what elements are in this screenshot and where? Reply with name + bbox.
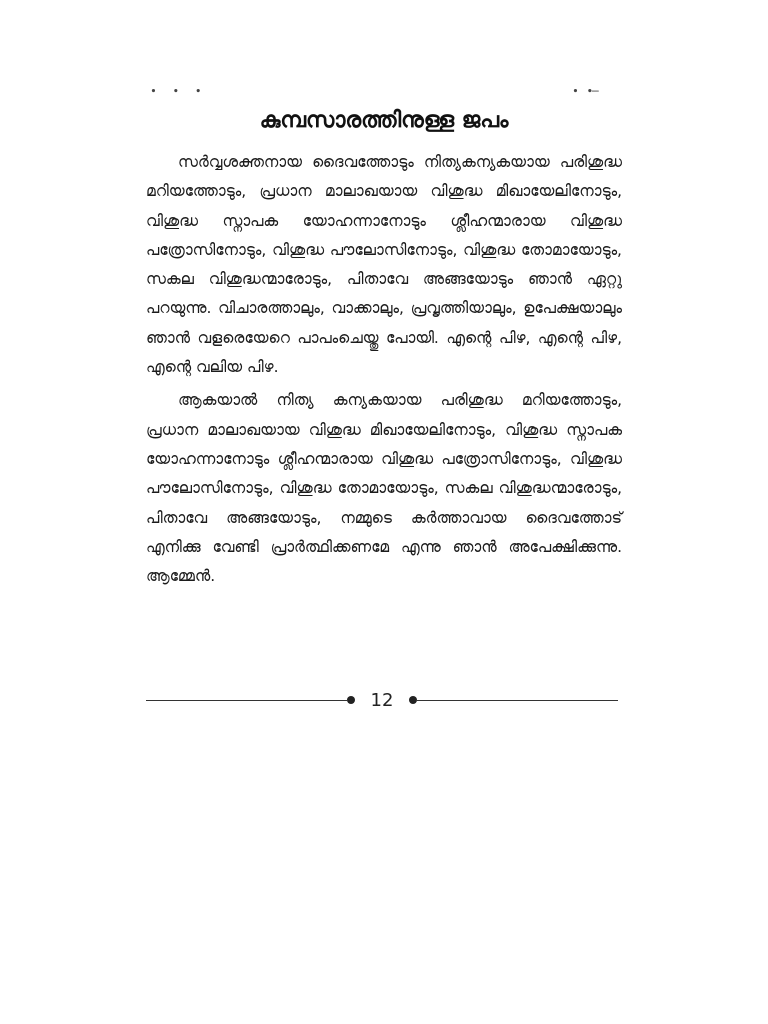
footer-rule-right (417, 700, 618, 701)
paragraph-2: ആകയാൽ നിത്യ കന്യകയായ പരിശുദ്ധ മറിയത്തോടും, പ്രധാന മാലാഖയായ വിശുദ്ധ മിഖായേലിനോടും, വിശുദ്ധ സ്നാപക യോഹന്നാനോടും ശ്ലീഹന്മാരായ വിശുദ്ധ പത്രോസിനോടും, വിശുദ്ധ പൗലോസിനോടും, വിശുദ്ധ തോമായോടും, സകല വിശുദ്ധന്മാരോടും, പിതാവേ അങ്ങയോടും, നമ്മുടെ കർത്താവായ ദൈവത്തോട് എനിക്കു വേണ്ടി പ്രാർത്ഥിക്കണമേ എന്നു ഞാൻ അപേക്ഷിക്കുന്നു. ആമ്മേൻ. (146, 391, 622, 586)
paragraph-1: സർവ്വശക്തനായ ദൈവത്തോടും നിത്യകന്യകയായ പരിശുദ്ധ മറിയത്തോടും, പ്രധാന മാലാഖയായ വിശുദ്ധ മിഖായേലിനോടും, വിശുദ്ധ സ്നാപക യോഹന്നാനോടും ശ്ലീഹന്മാരായ വിശുദ്ധ പത്രോസിനോടും, വിശുദ്ധ പൗലോസിനോടും, വിശുദ്ധ തോമായോടും, സകല വിശുദ്ധന്മാരോടും, പിതാവേ അങ്ങയോടും ഞാൻ ഏറ്റു പറയുന്നു. വിചാരത്താലും, വാക്കാലും, പ്രവൃത്തിയാലും, ഉപേക്ഷയാലും ഞാൻ വളരെയേറെ പാപംചെയ്തു പോയി. എന്റെ പിഴ, എന്റെ പിഴ, എന്റെ വലിയ പിഴ. (146, 153, 622, 377)
scan-artifact-right: ∙ ∙ ̶ (572, 84, 601, 97)
footer-dot-left-icon (347, 696, 355, 704)
footer-rule-left (146, 700, 347, 701)
footer-dot-right-icon (409, 696, 417, 704)
page-footer (146, 688, 618, 712)
scan-artifact-left: ∙ ∙ ∙ (150, 84, 208, 97)
page-number: 12 (370, 689, 394, 711)
prayer-body (146, 148, 622, 591)
page-title: കുമ്പസാരത്തിനുള്ള ജപം (259, 108, 509, 133)
